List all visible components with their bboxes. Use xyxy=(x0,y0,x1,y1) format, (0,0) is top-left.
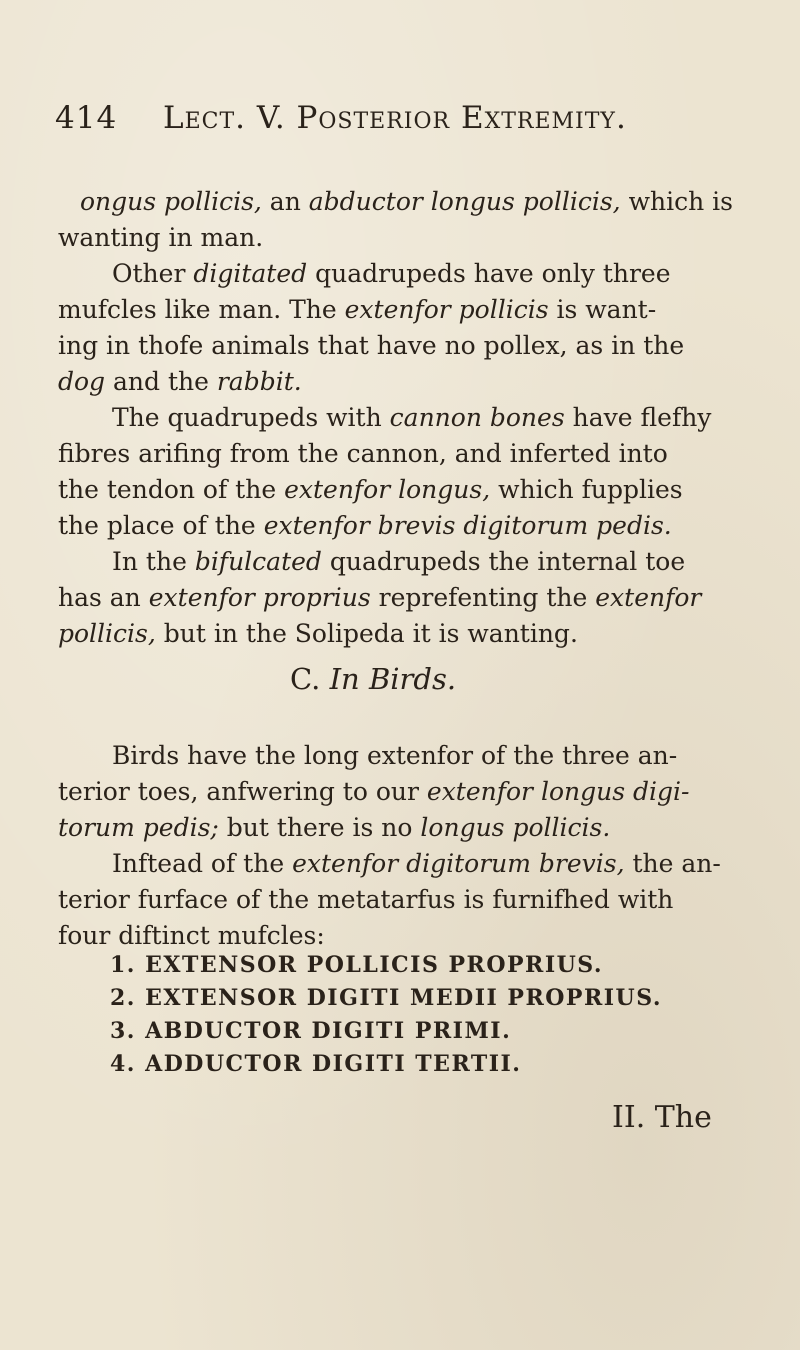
text-run: longus pollicis. xyxy=(420,813,611,842)
muscle-number: 2. xyxy=(110,985,146,1011)
running-header xyxy=(55,100,745,150)
text-line xyxy=(58,812,610,843)
text-run: and the xyxy=(105,367,217,396)
text-line xyxy=(112,848,721,879)
text-run: Other xyxy=(112,259,194,288)
text-line xyxy=(58,330,684,361)
text-line xyxy=(58,366,302,397)
text-run: In the xyxy=(112,547,195,576)
text-line xyxy=(58,776,689,807)
text-run: four diftinct mufcles: xyxy=(58,921,325,950)
text-run: cannon bones xyxy=(389,403,565,432)
text-run: pollicis, xyxy=(58,619,156,648)
text-run: extenfor xyxy=(595,583,702,612)
muscle-number: 3. xyxy=(110,1018,146,1044)
text-run: extenfor digitorum brevis, xyxy=(292,849,625,878)
text-line xyxy=(58,438,668,469)
muscle-number: 4. xyxy=(110,1051,146,1077)
text-run: the place of the xyxy=(58,511,264,540)
muscle-list-item xyxy=(110,985,662,1011)
text-run: which fupplies xyxy=(490,475,683,504)
muscle-list-item xyxy=(110,1018,511,1044)
muscle-list-item xyxy=(110,952,603,978)
text-run: extenfor brevis digitorum pedis. xyxy=(263,511,672,540)
muscle-name: ABDUCTOR DIGITI PRIMI. xyxy=(145,1018,512,1044)
text-run: bifulcated xyxy=(194,547,322,576)
text-run: mufcles like man. The xyxy=(58,295,345,324)
text-line xyxy=(112,740,677,771)
text-run: digitated xyxy=(193,259,308,288)
text-run: Birds have the long extenfor of the three an- xyxy=(112,741,678,770)
text-run: terior toes, anfwering to our xyxy=(58,777,427,806)
text-run: Inftead of the xyxy=(112,849,293,878)
text-run: terior furface of the metatarfus is furnifhed with xyxy=(58,885,674,914)
text-run: quadrupeds the internal toe xyxy=(321,547,686,576)
muscle-name: ADDUCTOR DIGITI TERTII. xyxy=(145,1051,522,1077)
text-run: an xyxy=(261,187,309,216)
text-line xyxy=(58,920,325,951)
text-line xyxy=(112,258,671,289)
muscle-name: EXTENSOR DIGITI MEDII PROPRIUS. xyxy=(145,985,662,1011)
running-title: Lect. V. Posterior Extremity. xyxy=(163,100,627,136)
text-run: dog xyxy=(58,367,106,396)
text-run: the an- xyxy=(624,849,721,878)
text-run: but in the Solipeda it is wanting. xyxy=(155,619,578,648)
muscle-list-item xyxy=(110,1051,521,1077)
text-run: quadrupeds have only three xyxy=(307,259,671,288)
text-run: have flefhy xyxy=(564,403,712,432)
text-line xyxy=(112,546,685,577)
text-line xyxy=(58,884,673,915)
text-run: is want- xyxy=(548,295,657,324)
page-number: 414 xyxy=(55,100,118,136)
text-line xyxy=(58,294,656,325)
text-run: fibres arifing from the cannon, and inferted into xyxy=(58,439,668,468)
text-line xyxy=(80,186,733,217)
text-line xyxy=(58,582,701,613)
text-line xyxy=(58,222,263,253)
text-run: extenfor longus, xyxy=(284,475,491,504)
text-run: has an xyxy=(58,583,149,612)
muscle-number: 1. xyxy=(110,952,146,978)
catchword: II. The xyxy=(612,1100,712,1135)
muscle-name: EXTENSOR POLLICIS PROPRIUS. xyxy=(145,952,604,978)
section-heading xyxy=(290,662,456,696)
text-run: ongus pollicis, xyxy=(80,187,262,216)
text-line xyxy=(58,510,672,541)
text-run: extenfor longus digi- xyxy=(426,777,690,806)
text-line xyxy=(58,474,683,505)
text-run: wanting in man. xyxy=(58,223,264,252)
text-run: extenfor proprius xyxy=(148,583,371,612)
section-heading-prefix: C. xyxy=(290,662,330,696)
text-run: torum pedis; xyxy=(58,813,219,842)
text-run: reprefenting the xyxy=(370,583,596,612)
text-run: extenfor pollicis xyxy=(344,295,549,324)
text-run: which is xyxy=(620,187,733,216)
text-run: but there is no xyxy=(218,813,421,842)
text-run: The quadrupeds with xyxy=(112,403,390,432)
text-run: rabbit. xyxy=(216,367,302,396)
text-run: abductor longus pollicis, xyxy=(308,187,621,216)
section-heading-title: In Birds. xyxy=(329,662,457,696)
text-run: the tendon of the xyxy=(58,475,285,504)
text-line xyxy=(112,402,711,433)
text-run: ing in thofe animals that have no pollex, as in the xyxy=(58,331,685,360)
text-line xyxy=(58,618,578,649)
